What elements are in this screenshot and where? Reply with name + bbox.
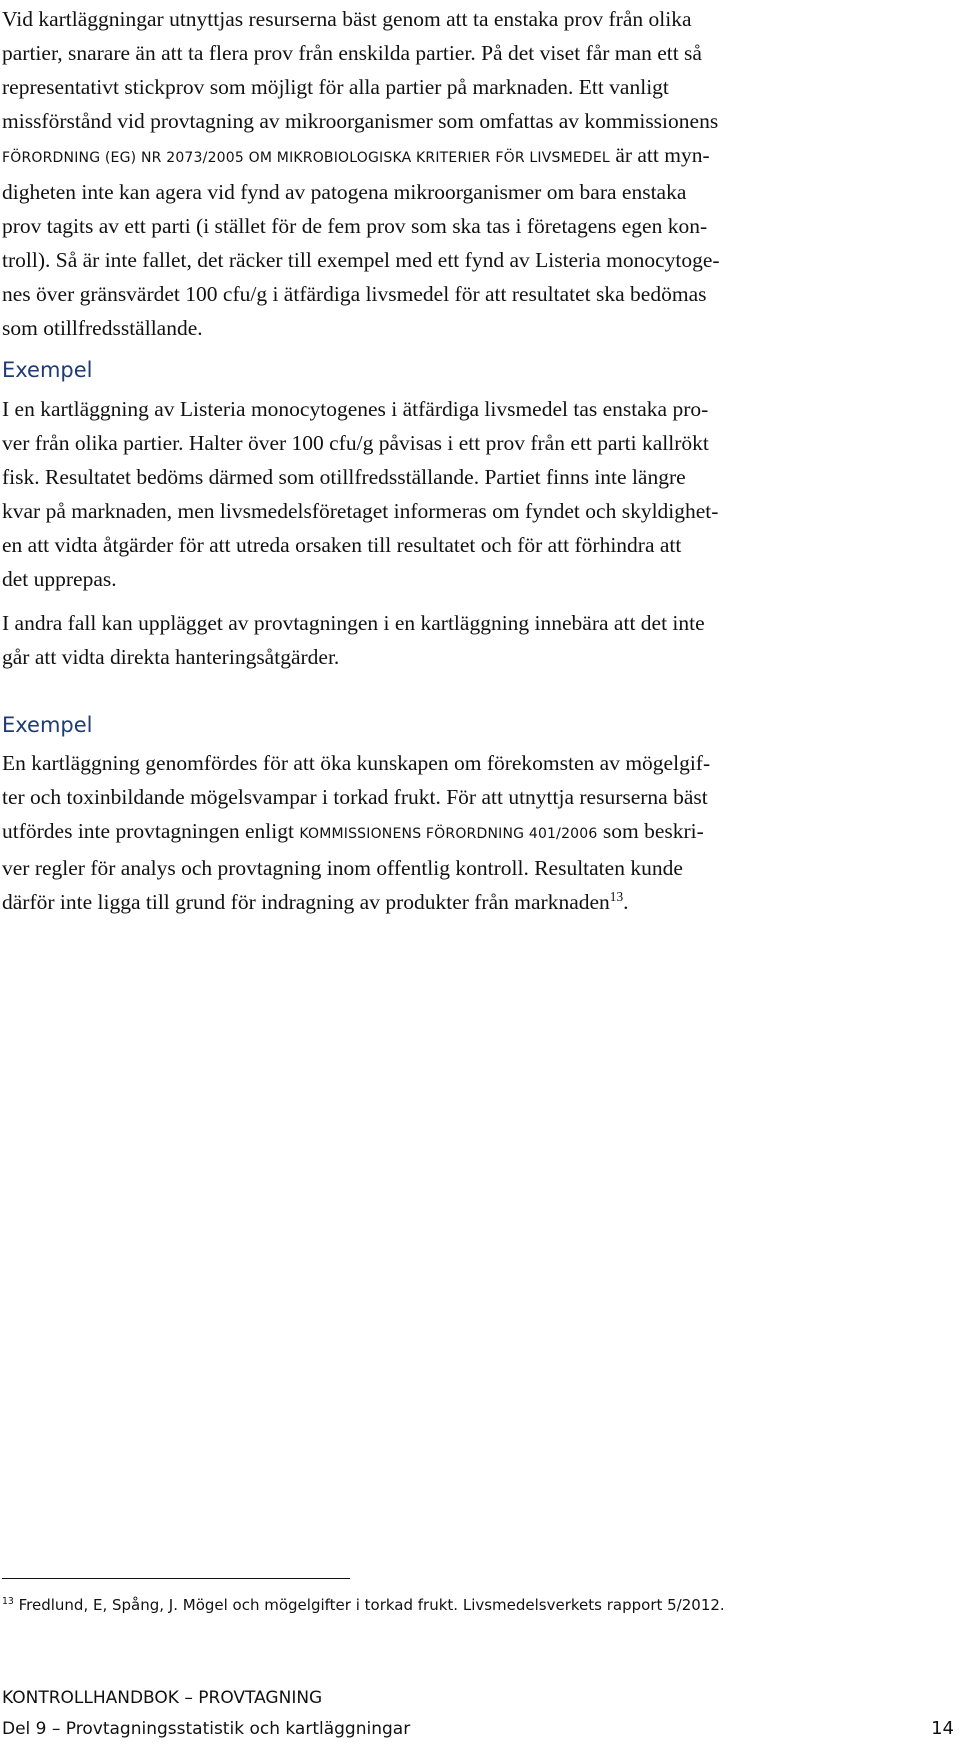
text-line: kvar på marknaden, men livsmedelsföretaget informeras om fyndet och skyldighet-	[2, 499, 719, 523]
example-heading: Exempel	[2, 713, 93, 737]
text-line: I en kartläggning av Listeria monocytogenes i ätfärdiga livsmedel tas enstaka pro-	[2, 397, 709, 421]
text-line: I andra fall kan upplägget av provtagningen i en kartläggning innebära att det inte	[2, 611, 705, 635]
regulation-reference: KOMMISSIONENS FÖRORDNING 401/2006	[299, 826, 598, 842]
text-fragment: därför inte ligga till grund för indragning av produkter från marknaden	[2, 890, 610, 914]
footnote-reference[interactable]: 13	[609, 888, 624, 904]
text-fragment: är att myn-	[609, 143, 710, 167]
text-line: fisk. Resultatet bedöms därmed som otillfredsställande. Partiet finns inte längre	[2, 465, 686, 489]
text-line: Vid kartläggningar utnyttjas resurserna bäst genom att ta enstaka prov från olika	[2, 7, 692, 31]
body-paragraph	[2, 606, 942, 674]
text-line: representativt stickprov som möjligt för alla partier på marknaden. Ett vanligt	[2, 75, 669, 99]
text-fragment: utfördes inte provtagningen enligt	[2, 819, 300, 843]
text-line: det upprepas.	[2, 567, 117, 591]
example-paragraph	[2, 392, 942, 596]
example-heading: Exempel	[2, 358, 93, 382]
text-line: prov tagits av ett parti (i stället för de fem prov som ska tas i företagens egen kon-	[2, 214, 708, 238]
text-line: går att vidta direkta hanteringsåtgärder.	[2, 645, 340, 669]
text-line: missförstånd vid provtagning av mikroorganismer som omfattas av kommissionens	[2, 109, 719, 133]
footer-subtitle: Del 9 – Provtagningsstatistik och kartläggningar	[2, 1719, 411, 1739]
text-line: ver från olika partier. Halter över 100 cfu/g påvisas i ett prov från ett parti kallrökt	[2, 431, 709, 455]
text-line: ter och toxinbildande mögelsvampar i torkad frukt. För att utnyttja resurserna bäst	[2, 785, 708, 809]
footer-title: KONTROLLHANDBOK – PROVTAGNING	[2, 1688, 323, 1708]
regulation-reference: FÖRORDNING (EG) NR 2073/2005 OM MIKROBIOLOGISKA KRITERIER FÖR LIVSMEDEL	[2, 150, 610, 166]
text-line: partier, snarare än att ta flera prov från enskilda partier. På det viset får man ett så	[2, 41, 702, 65]
intro-paragraph	[2, 2, 942, 345]
text-fragment: .	[623, 890, 629, 914]
text-line: en att vidta åtgärder för att utreda orsaken till resultatet och för att förhindra att	[2, 533, 682, 557]
text-line	[2, 138, 942, 175]
example-paragraph	[2, 746, 942, 919]
text-line: nes över gränsvärdet 100 cfu/g i ätfärdiga livsmedel för att resultatet ska bedömas	[2, 282, 707, 306]
text-fragment: som beskri-	[597, 819, 704, 843]
text-line: som otillfredsställande.	[2, 316, 203, 340]
footnote-divider	[2, 1578, 350, 1579]
text-line: digheten inte kan agera vid fynd av patogena mikroorganismer om bara enstaka	[2, 180, 687, 204]
text-line	[2, 885, 942, 919]
text-line: ver regler för analys och provtagning inom offentlig kontroll. Resultaten kunde	[2, 856, 683, 880]
text-line: troll). Så är inte fallet, det räcker till exempel med ett fynd av Listeria monocytoge-	[2, 248, 720, 272]
text-line: En kartläggning genomfördes för att öka kunskapen om förekomsten av mögelgif-	[2, 751, 711, 775]
page-number: 14	[931, 1718, 954, 1739]
text-line	[2, 814, 942, 851]
footnote-text: Fredlund, E, Spång, J. Mögel och mögelgifter i torkad frukt. Livsmedelsverkets rapport 5/2012.	[13, 1596, 725, 1614]
footnote-number: 13	[2, 1596, 14, 1607]
footnote	[2, 1594, 725, 1616]
